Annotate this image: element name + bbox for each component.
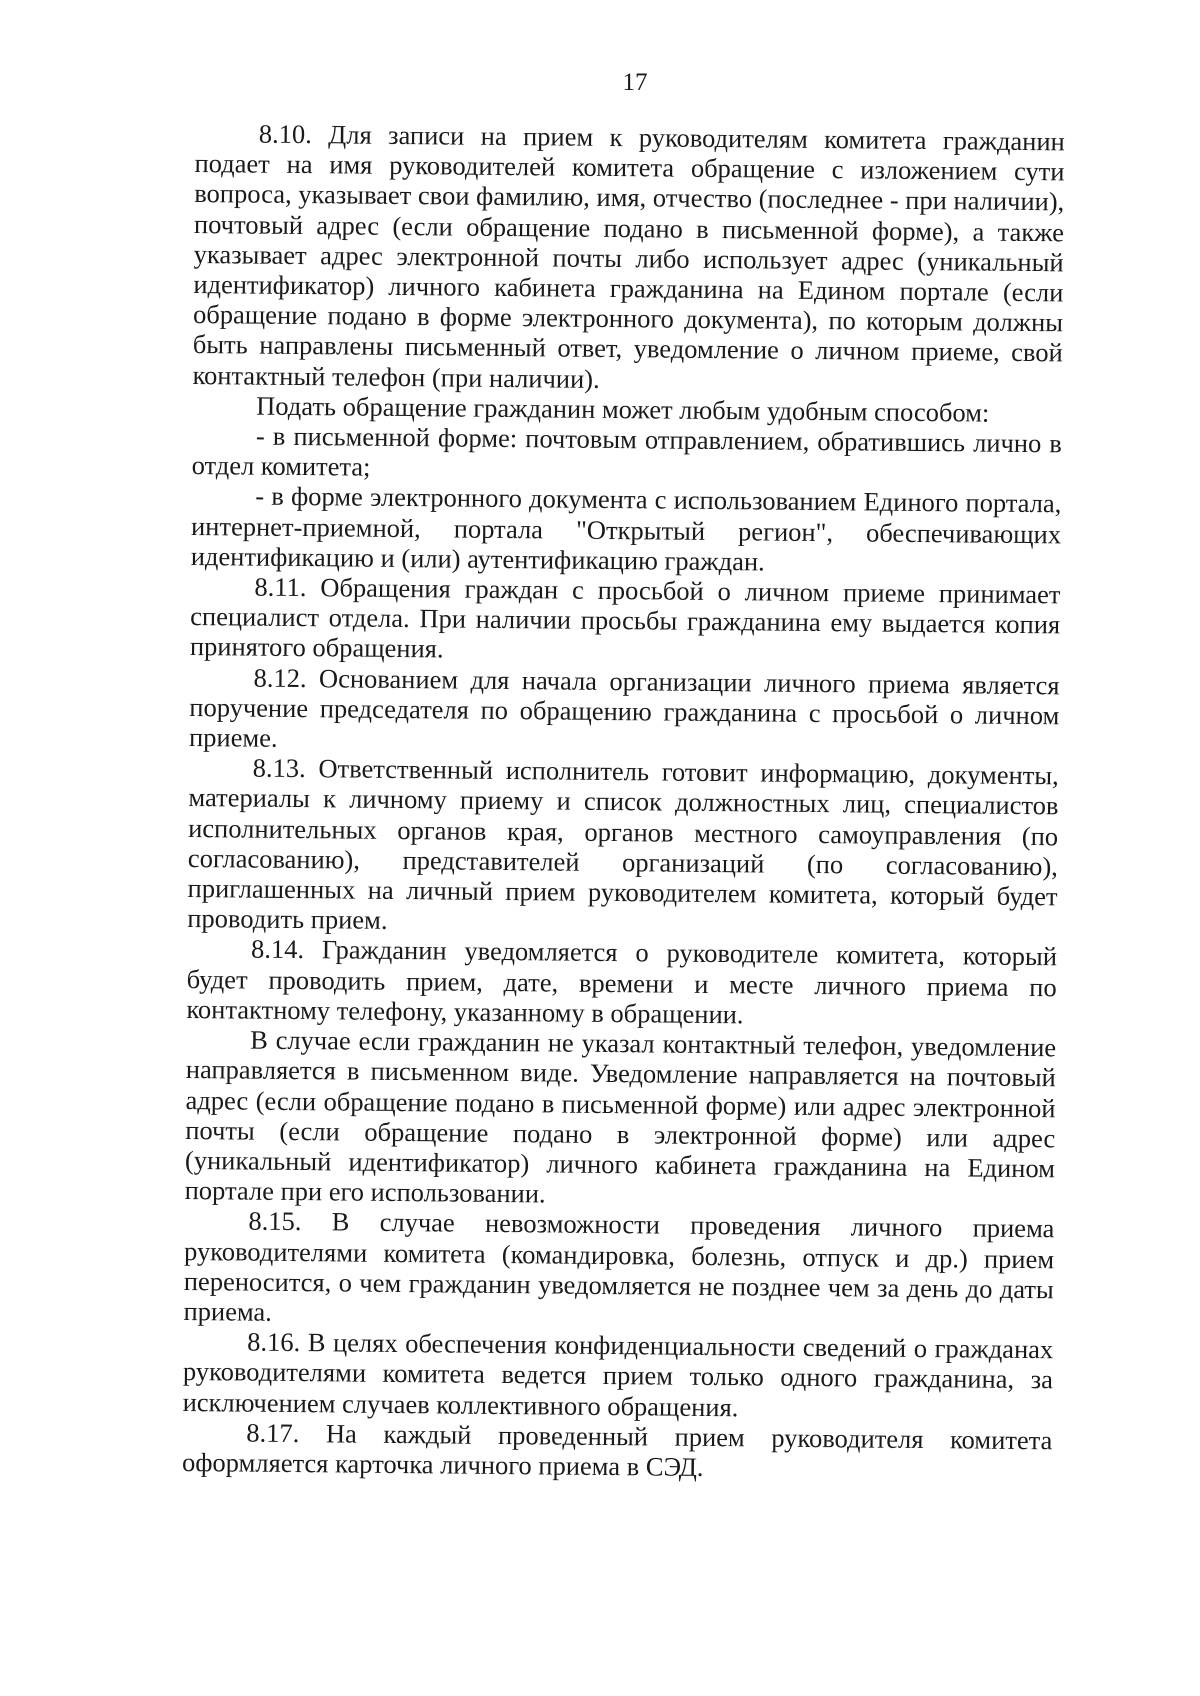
- paragraph-8-13: 8.13. Ответственный исполнитель готовит информацию, документы, материалы к личному приему и список должностных лиц, специалистов исполнительных органов края, органов местного самоуправления (по согласованию), представителей организаций (по согласованию), приглашенных на личный прием руководителем комитета, который будет проводить прием.: [187, 752, 1059, 936]
- paragraph-electronic-form: - в форме электронного документа с использованием Единого портала, интернет-приемной, портала "Открытый регион", обеспечивающих идентификацию и (или) аутентификацию граждан.: [190, 481, 1062, 577]
- paragraph-notification: В случае если гражданин не указал контактный телефон, уведомление направляется в письменном виде. Уведомление направляется на почтовый адрес (если обращение подано в письменной форме) или адрес электронной почты (если обращение подано в электронной форме) или адрес (уникальный идентификатор) личного кабинета гражданина на Едином портале при его использовании.: [184, 1024, 1057, 1209]
- paragraph-8-12: 8.12. Основанием для начала организации личного приема является поручение председателя по обращению гражданина с просьбой о личном приеме.: [188, 662, 1060, 753]
- paragraph-8-11: 8.11. Обращения граждан с просьбой о личном приеме принимает специалист отдела. При наличии просьбы гражданина ему выдается копия принятого обращения.: [189, 571, 1061, 664]
- paragraph-8-10: 8.10. Для записи на прием к руководителям комитета гражданин подает на имя руководителей комитета обращение с изложением сути вопроса, указывает свои фамилию, имя, отчество (последнее - при наличии), почтовый адрес (если обращение подано в письменной форме), а также указывает адрес электронной почты либо использует адрес (уникальный идентификатор) личного кабинета гражданина на Едином портале (если обращение подано в форме электронного документа), по которым должны быть направлены письменный ответ, уведомление о личном приеме, свой контактный телефон (при наличии).: [192, 118, 1065, 394]
- page-number: 17: [622, 69, 648, 96]
- paragraph-8-15: 8.15. В случае невозможности проведения личного приема руководителями комитета (командировка, болезнь, отпуск и др.) прием переносится, о чем гражданин уведомляется не позднее чем за день до даты приема.: [183, 1205, 1055, 1327]
- paragraph-written-form: - в письменной форме: почтовым отправлением, обратившись лично в отдел комитета;: [191, 420, 1063, 482]
- paragraph-8-16: 8.16. В целях обеспечения конфиденциальности сведений о гражданах руководителями комитета ведется прием только одного гражданина, за исключением случаев коллективного обращения.: [182, 1326, 1054, 1422]
- paragraph-8-14: 8.14. Гражданин уведомляется о руководителе комитета, который будет проводить прием, дате, времени и месте личного приема по контактному телефону, указанному в обращении.: [186, 934, 1058, 1030]
- paragraph-submission-methods: Подать обращение гражданин может любым удобным способом:: [256, 390, 990, 428]
- paragraph-8-17: 8.17. На каждый проведенный прием руководителя комитета оформляется карточка личного приема в СЭД.: [181, 1417, 1053, 1482]
- document-body: [182, 118, 1065, 1485]
